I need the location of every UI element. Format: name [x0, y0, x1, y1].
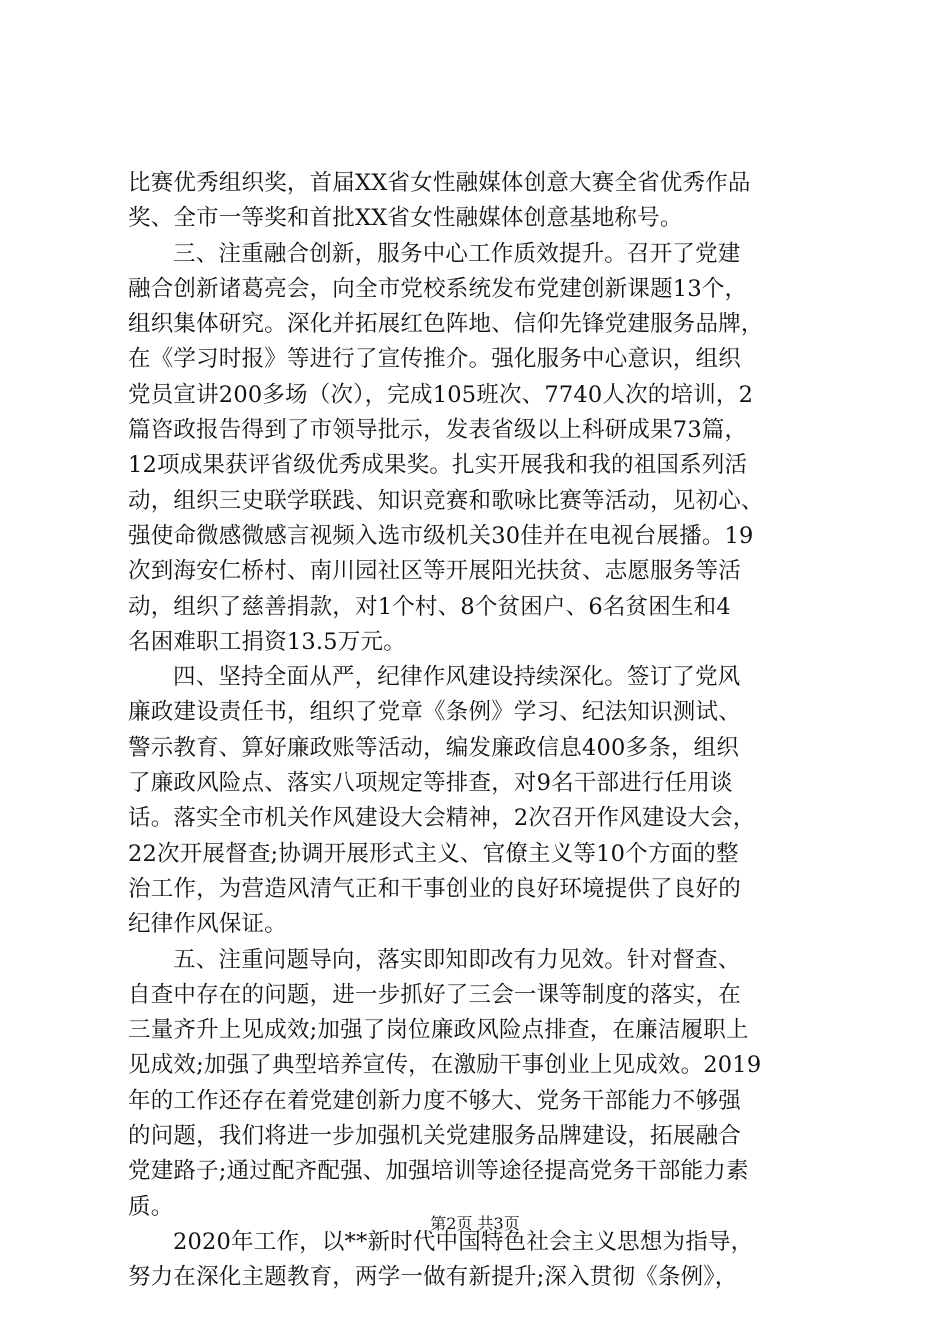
text-line: 五、注重问题导向，落实即知即改有力见效。针对督查、: [173, 946, 741, 973]
text-line: 篇咨政报告得到了市领导批示，发表省级以上科研成果73篇，: [128, 417, 748, 444]
text-line: 奖、全市一等奖和首批XX省女性融媒体创意基地称号。: [128, 205, 683, 232]
text-line: 警示教育、算好廉政账等活动，编发廉政信息400多条，组织: [128, 734, 740, 761]
text-line: 党员宣讲200多场（次），完成105班次、7740人次的培训，2: [128, 381, 754, 408]
text-line: 年的工作还存在着党建创新力度不够大、党务干部能力不够强: [128, 1087, 741, 1114]
text-line: 2020年工作，以**新时代中国特色社会主义思想为指导，: [173, 1228, 754, 1255]
text-line: 的问题，我们将进一步加强机关党建服务品牌建设，拓展融合: [128, 1123, 741, 1150]
text-line: 话。落实全市机关作风建设大会精神，2次召开作风建设大会，: [128, 805, 756, 832]
text-line: 三、注重融合创新，服务中心工作质效提升。召开了党建: [173, 240, 741, 267]
text-line: 12项成果获评省级优秀成果奖。扎实开展我和我的祖国系列活: [128, 452, 748, 479]
text-line: 动，组织三史联学联践、知识竞赛和歌咏比赛等活动，见初心、: [128, 487, 764, 514]
text-line: 组织集体研究。深化并拓展红色阵地、信仰先锋党建服务品牌，: [128, 311, 764, 338]
document-body: [128, 166, 828, 1296]
text-line: 质。: [128, 1193, 174, 1220]
text-line: 比赛优秀组织奖，首届XX省女性融媒体创意大赛全省优秀作品: [128, 170, 751, 196]
text-line: 党建路子;通过配齐配强、加强培训等途径提高党务干部能力素: [128, 1158, 749, 1185]
text-line: 努力在深化主题教育，两学一做有新提升;深入贯彻《条例》，: [128, 1264, 738, 1291]
text-line: 纪律作风保证。: [128, 911, 287, 938]
text-line: 了廉政风险点、落实八项规定等排查，对9名干部进行任用谈: [128, 770, 733, 797]
page-footer: 第2页 共3页: [430, 1214, 520, 1233]
text-line: 22次开展督查;协调开展形式主义、官僚主义等10个方面的整: [128, 840, 739, 867]
text-line: 见成效;加强了典型培养宣传，在激励干事创业上见成效。2019: [128, 1052, 762, 1079]
text-line: 四、坚持全面从严，纪律作风建设持续深化。签订了党风: [173, 664, 741, 691]
text-line: 廉政建设责任书，组织了党章《条例》学习、纪法知识测试、: [128, 699, 741, 726]
text-line: 三量齐升上见成效;加强了岗位廉政风险点排查，在廉洁履职上: [128, 1017, 749, 1044]
text-line: 强使命微感微感言视频入选市级机关30佳并在电视台展播。19: [128, 522, 754, 549]
text-line: 在《学习时报》等进行了宣传推介。强化服务中心意识，组织: [128, 346, 741, 373]
text-line: 次到海安仁桥村、南川园社区等开展阳光扶贫、志愿服务等活: [128, 558, 741, 585]
text-line: 融合创新诸葛亮会，向全市党校系统发布党建创新课题13个，: [128, 275, 748, 302]
text-line: 名困难职工捐资13.5万元。: [128, 628, 406, 655]
text-line: 自查中存在的问题，进一步抓好了三会一课等制度的落实，在: [128, 981, 741, 1008]
text-line: 动，组织了慈善捐款，对1个村、8个贫困户、6名贫困生和4: [128, 593, 731, 620]
text-line: 治工作，为营造风清气正和干事创业的良好环境提供了良好的: [128, 875, 741, 902]
